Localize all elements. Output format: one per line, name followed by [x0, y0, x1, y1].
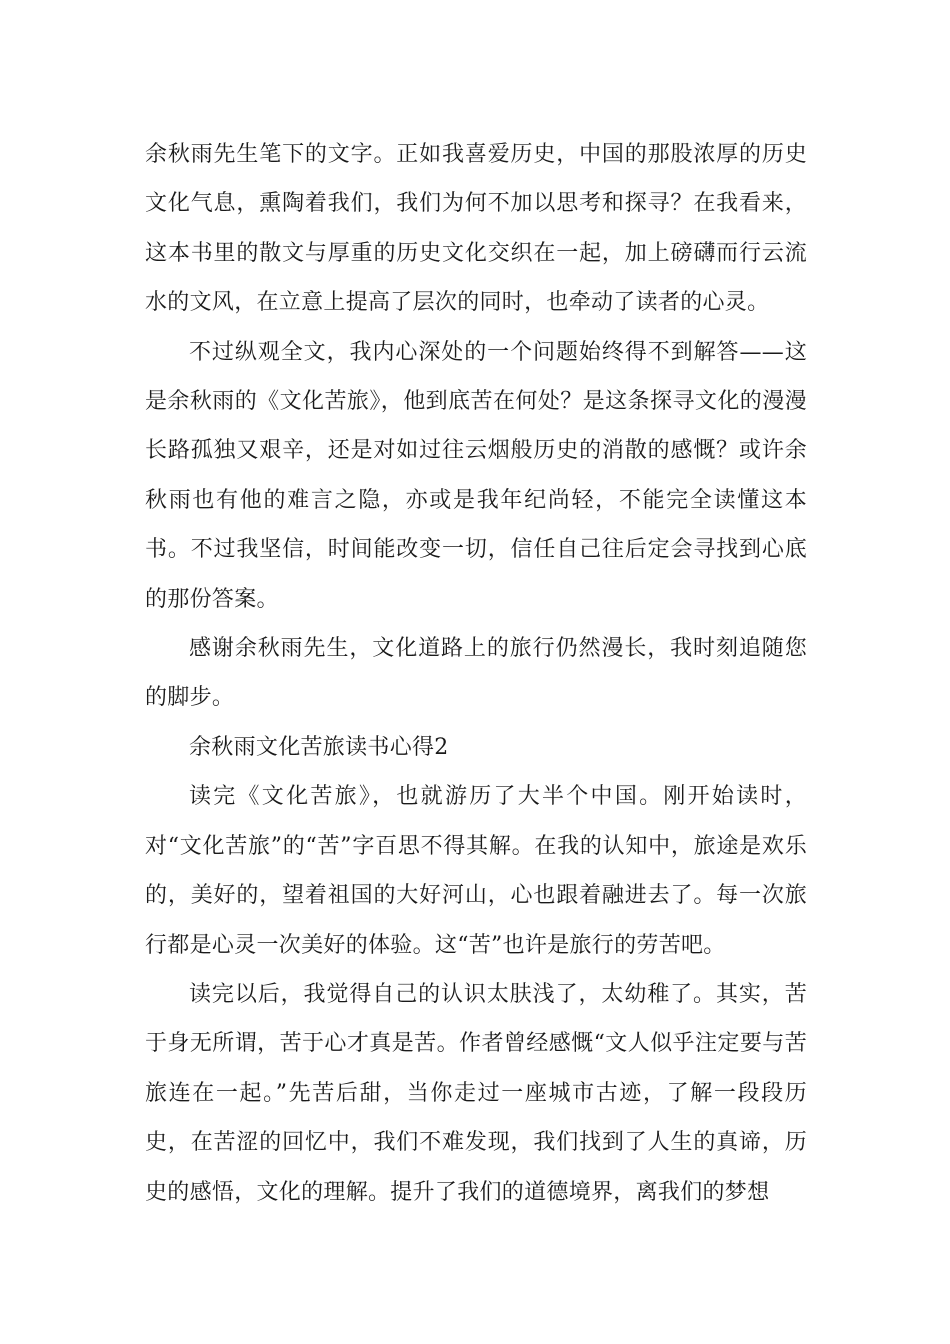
section-heading: 余秋雨文化苦旅读书心得2 — [189, 734, 449, 760]
paragraph-thanks: 感谢余秋雨先生，文化道路上的旅行仍然漫长，我时刻追随您的脚步。 — [145, 636, 807, 711]
document-body — [145, 130, 807, 1217]
paragraph-reading-after: 读完以后，我觉得自己的认识太肤浅了，太幼稚了。其实，苦于身无所谓，苦于心才真是苦。作者曾经感慨“文人似乎注定要与苦旅连在一起。”先苦后甜，当你走过一座城市古迹，了解一段段历史，在苦涩的回忆中，我们不难发现，我们找到了人生的真谛，历史的感悟，文化的理解。提升了我们的道德境界，离我们的梦想 — [145, 981, 807, 1205]
paragraph-continuation: 余秋雨先生笔下的文字。正如我喜爱历史，中国的那股浓厚的历史文化气息，熏陶着我们，我们为何不加以思考和探寻？在我看来，这本书里的散文与厚重的历史文化交织在一起，加上磅礴而行云流水的文风，在立意上提高了层次的同时，也牵动了读者的心灵。 — [145, 142, 807, 316]
paragraph-question: 不过纵观全文，我内心深处的一个问题始终得不到解答——这是余秋雨的《文化苦旅》，他到底苦在何处？是这条探寻文化的漫漫长路孤独又艰辛，还是对如过往云烟般历史的消散的感慨？或许余秋雨也有他的难言之隐，亦或是我年纪尚轻，不能完全读懂这本书。不过我坚信，时间能改变一切，信任自己往后定会寻找到心底的那份答案。 — [145, 339, 807, 612]
paragraph-reading-first: 读完《文化苦旅》，也就游历了大半个中国。刚开始读时，对“文化苦旅”的“苦”字百思不得其解。在我的认知中，旅途是欢乐的，美好的，望着祖国的大好河山，心也跟着融进去了。每一次旅行都是心灵一次美好的体验。这“苦”也许是旅行的劳苦吧。 — [145, 784, 807, 958]
